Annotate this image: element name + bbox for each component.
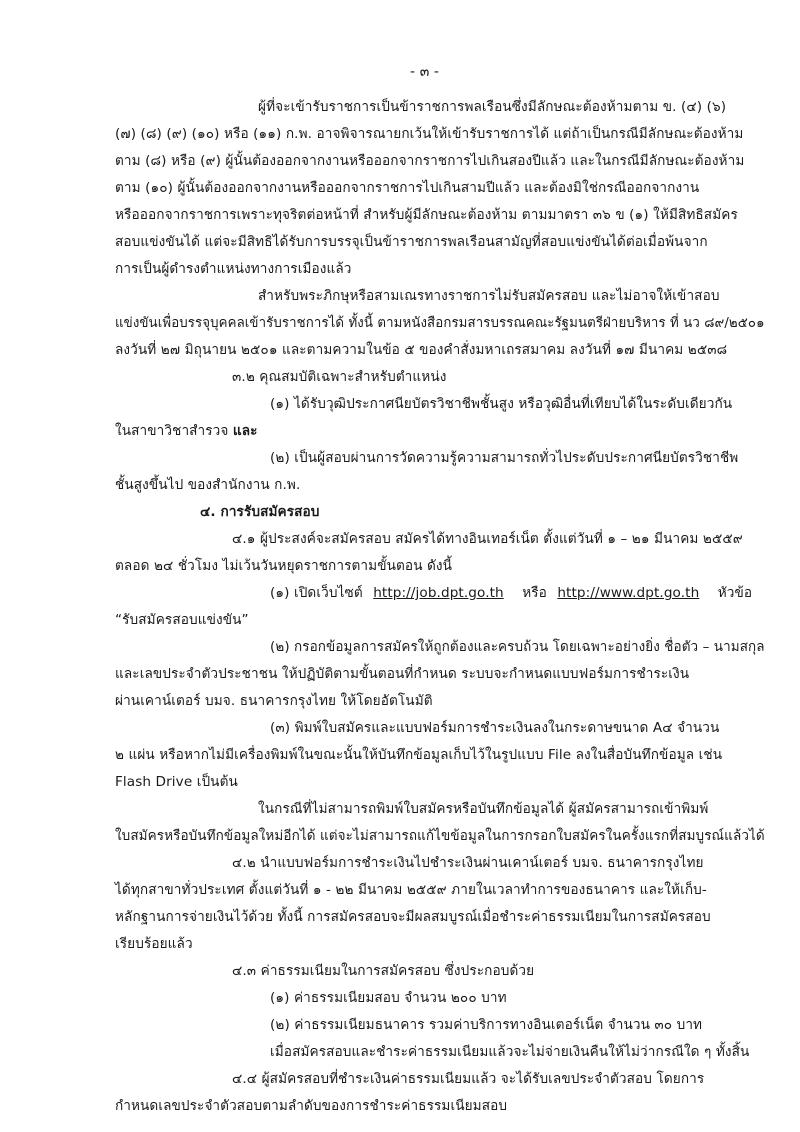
s41-item2-line1: (๒) กรอกข้อมูลการสมัครให้ถูกต้องและครบถ้วน โดยเฉพาะอย่างยิ่ง ชื่อตัว – นามสกุล [270,639,765,655]
s41-note-line2: ใบสมัครหรือบันทึกข้อมูลใหม่อีกได้ แต่จะไม่สามารถแก้ไขข้อมูลในการกรอกใบสมัครในครั้งแรกที่สมบูรณ์แล้วได้ [115,828,765,844]
s42-line1: ๔.๒ นำแบบฟอร์มการชำระเงินไปชำระเงินผ่านเคาน์เตอร์ บมจ. ธนาคารกรุงไทย [232,855,704,871]
para1-line2: (๗) (๘) (๙) (๑๐) หรือ (๑๑) ก.พ. อาจพิจารณายกเว้นให้เข้ารับราชการได้ แต่ถ้าเป็นกรณีมีลักษณะต้องห้าม [115,126,744,142]
s42-line2: ได้ทุกสาขาทั่วประเทศ ตั้งแต่วันที่ ๑ - ๒๒ มีนาคม ๒๕๕๙ ภายในเวลาทำการของธนาคาร และให้เก็บ- [115,882,707,898]
para1-line5: หรือออกจากราชการเพราะทุจริตต่อหน้าที่ สำหรับผู้มีลักษณะต้องห้าม ตามมาตรา ๓๖ ข (๑) ให้มีสิทธิสมัคร [115,207,738,223]
s41-item1-suffix: หัวข้อ [717,585,753,601]
para2-line3: ลงวันที่ ๒๗ มิถุนายน ๒๕๐๑ และตามความในข้อ ๕ ของคำสั่งมหาเถรสมาคม ลงวันที่ ๑๗ มีนาคม ๒๕๓๘ [115,342,728,358]
s41-item1-line2: “รับสมัครสอบแข่งขัน” [115,612,249,628]
s44-line2: กำหนดเลขประจำตัวสอบตามลำดับของการชำระค่าธรรมเนียมสอบ [115,1098,508,1114]
s32-item1-line2 [115,421,755,441]
para1-line6: สอบแข่งขันได้ แต่จะมีสิทธิได้รับการบรรจุเป็นข้าราชการพลเรือนสามัญที่สอบแข่งขันได้ต่อเมื่อพ้นจาก [115,234,708,250]
para1-line3: ตาม (๘) หรือ (๙) ผู้นั้นต้องออกจากงานหรือออกจากราชการไปเกินสองปีแล้ว และในกรณีมีลักษณะต้องห้าม [115,153,745,169]
para2-line1: สำหรับพระภิกษุหรือสามเณรทางราชการไม่รับสมัครสอบ และไม่อาจให้เข้าสอบ [258,288,720,304]
s41-line2: ตลอด ๒๔ ชั่วโมง ไม่เว้นวันหยุดราชการตามขั้นตอน ดังนี้ [115,558,453,574]
s32-item2-line2: ชั้นสูงขึ้นไป ของสำนักงาน ก.พ. [115,477,301,493]
s32-item1-text: ในสาขาวิชาสำรวจ [115,423,229,439]
para1-line4: ตาม (๑๐) ผู้นั้นต้องออกจากงานหรือออกจากราชการไปเกินสามปีแล้ว และต้องมิใช่กรณีออกจากงาน [115,180,700,196]
s32-item2-line1: (๒) เป็นผู้สอบผ่านการวัดความรู้ความสามารถทั่วไประดับประกาศนียบัตรวิชาชีพ [270,450,739,466]
s41-item1-line1 [270,583,752,603]
page-number: - ๓ - [410,64,440,80]
para2-line2: แข่งขันเพื่อบรรจุบุคคลเข้ารับราชการได้ ทั้งนี้ ตามหนังสือกรมสารบรรณคณะรัฐมนตรีฝ่ายบริหาร ที่ นว ๘๙/๒๕๐๑ [115,315,765,331]
job-website-link[interactable]: http://job.dpt.go.th [373,585,504,601]
s32-item1-and: และ [232,423,258,439]
s43-note: เมื่อสมัครสอบและชำระค่าธรรมเนียมแล้วจะไม่จ่ายเงินคืนให้ไม่ว่ากรณีใด ๆ ทั้งสิ้น [270,1044,750,1060]
s43-title: ๔.๓ ค่าธรรมเนียมในการสมัครสอบ ซึ่งประกอบด้วย [232,963,535,979]
s43-item1: (๑) ค่าธรรมเนียมสอบ จำนวน ๒๐๐ บาท [270,990,507,1006]
s41-item2-line2: และเลขประจำตัวประชาชน ให้ปฏิบัติตามขั้นตอนที่กำหนด ระบบจะกำหนดแบบฟอร์มการชำระเงิน [115,666,690,682]
dpt-website-link[interactable]: http://www.dpt.go.th [557,585,700,601]
para1-line1: ผู้ที่จะเข้ารับราชการเป็นข้าราชการพลเรือนซึ่งมีลักษณะต้องห้ามตาม ข. (๔) (๖) [258,99,727,115]
s41-item3-line1: (๓) พิมพ์ใบสมัครและแบบฟอร์มการชำระเงินลงในกระดาษขนาด A๔ จำนวน [270,720,720,736]
para1-line7: การเป็นผู้ดำรงตำแหน่งทางการเมืองแล้ว [115,261,352,277]
s43-item2: (๒) ค่าธรรมเนียมธนาคาร รวมค่าบริการทางอินเตอร์เน็ต จำนวน ๓๐ บาท [270,1017,703,1033]
s32-item1-line1: (๑) ได้รับวุฒิประกาศนียบัตรวิชาชีพชั้นสูง หรือวุฒิอื่นที่เทียบได้ในระดับเดียวกัน [270,396,733,412]
s41-item1-or: หรือ [522,585,547,601]
section-3-2-title: ๓.๒ คุณสมบัติเฉพาะสำหรับตำแหน่ง [232,369,447,385]
section-4-heading: ๔. การรับสมัครสอบ [200,504,320,520]
s41-item3-line2: ๒ แผ่น หรือหากไม่มีเครื่องพิมพ์ในขณะนั้นให้บันทึกข้อมูลเก็บไว้ในรูปแบบ File ลงในสื่อบันทึกข้อมูล เช่น [115,747,723,763]
s41-item3-line3: Flash Drive เป็นต้น [115,774,238,790]
s41-item1-prefix: (๑) เปิดเว็บไซต์ [270,585,363,601]
s42-line3: หลักฐานการจ่ายเงินไว้ด้วย ทั้งนี้ การสมัครสอบจะมีผลสมบูรณ์เมื่อชำระค่าธรรมเนียมในการสมัครสอบ [115,909,711,925]
s42-line4: เรียบร้อยแล้ว [115,936,193,952]
s44-line1: ๔.๔ ผู้สมัครสอบที่ชำระเงินค่าธรรมเนียมแล้ว จะได้รับเลขประจำตัวสอบ โดยการ [232,1071,705,1087]
s41-line1: ๔.๑ ผู้ประสงค์จะสมัครสอบ สมัครได้ทางอินเทอร์เน็ต ตั้งแต่วันที่ ๑ – ๒๑ มีนาคม ๒๕๕๙ [232,531,743,547]
s41-item2-line3: ผ่านเคาน์เตอร์ บมจ. ธนาคารกรุงไทย ให้โดยอัตโนมัติ [115,693,433,709]
s41-note-line1: ในกรณีที่ไม่สามารถพิมพ์ใบสมัครหรือบันทึกข้อมูลได้ ผู้สมัครสามารถเข้าพิมพ์ [258,801,709,817]
